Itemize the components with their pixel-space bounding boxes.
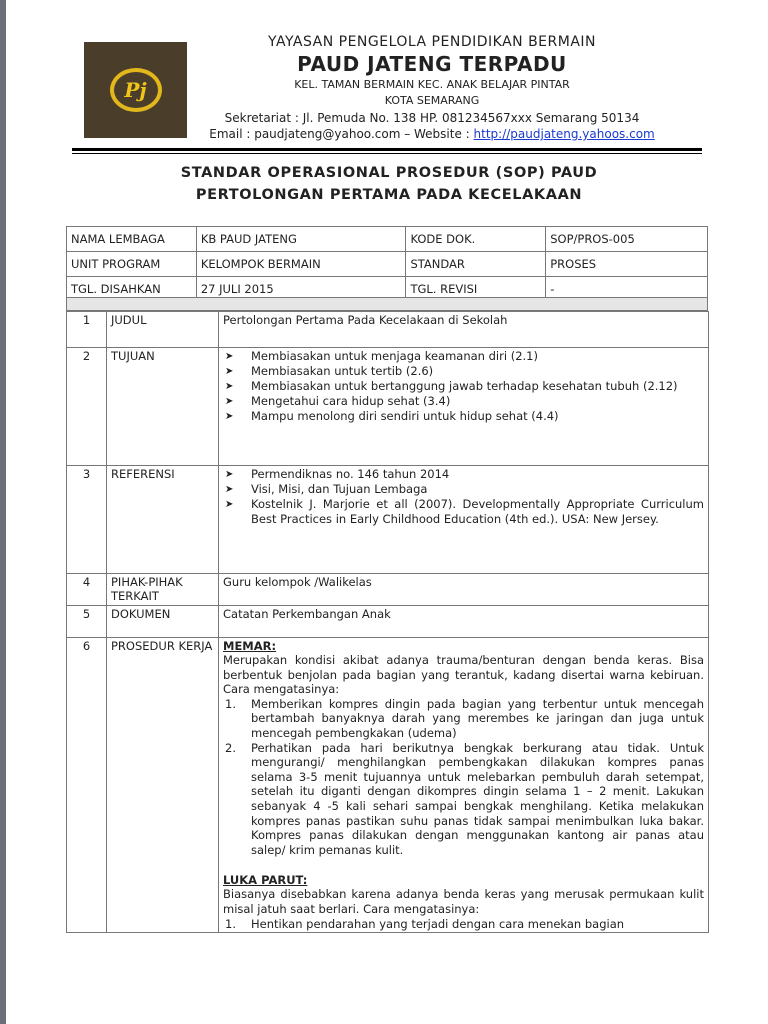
meta-value: - bbox=[546, 277, 708, 302]
meta-label: TGL. REVISI bbox=[406, 277, 546, 302]
meta-label: TGL. DISAHKAN bbox=[67, 277, 197, 302]
letterhead-rule-thin bbox=[72, 153, 702, 154]
row-content: Catatan Perkembangan Anak bbox=[219, 606, 709, 638]
document-title-line2: PERTOLONGAN PERTAMA PADA KECELAKAAN bbox=[195, 187, 583, 203]
list-item bbox=[223, 697, 704, 741]
meta-value: PROSES bbox=[546, 252, 708, 277]
section-heading-memar: MEMAR: bbox=[223, 639, 277, 653]
step-text: Memberikan kompres dingin pada bagian yang terbentur untuk mencegah bertambah banyaknya darah yang merembes ke jaringan dan juga untuk mencegah pembengkakan (udema) bbox=[251, 696, 704, 740]
row-content bbox=[219, 348, 709, 466]
row-number: 5 bbox=[67, 606, 107, 638]
logo-emblem bbox=[110, 68, 162, 112]
window-left-border bbox=[0, 0, 6, 1024]
meta-value: SOP/PROS-005 bbox=[546, 227, 708, 252]
row-label: DOKUMEN bbox=[107, 606, 219, 638]
row-content bbox=[219, 466, 709, 574]
meta-value: 27 JULI 2015 bbox=[196, 277, 406, 302]
row-label: PROSEDUR KERJA bbox=[107, 638, 219, 933]
list-item: ➤ Membiasakan untuk bertanggung jawab terhadap kesehatan tubuh (2.12) bbox=[223, 379, 704, 394]
row-content: Guru kelompok /Walikelas bbox=[219, 574, 709, 606]
tujuan-list bbox=[223, 349, 704, 424]
referensi-list bbox=[223, 467, 704, 527]
row-label: TUJUAN bbox=[107, 348, 219, 466]
step-number: 2. bbox=[225, 740, 236, 755]
list-item: ➤ Mampu menolong diri sendiri untuk hidup sehat (4.4) bbox=[223, 409, 704, 424]
step-number: 1. bbox=[225, 696, 236, 711]
meta-label: KODE DOK. bbox=[406, 227, 546, 252]
list-item bbox=[223, 917, 704, 932]
table-row bbox=[67, 606, 709, 638]
row-label: REFERENSI bbox=[107, 466, 219, 574]
row-label: PIHAK-PIHAK TERKAIT bbox=[107, 574, 219, 606]
row-content: Pertolongan Pertama Pada Kecelakaan di Sekolah bbox=[219, 312, 709, 348]
table-row bbox=[67, 638, 709, 933]
row-number: 6 bbox=[67, 638, 107, 933]
shaded-separator-row bbox=[66, 297, 708, 311]
list-item: ➤ Membiasakan untuk menjaga keamanan diri (2.1) bbox=[223, 349, 704, 364]
meta-value: KB PAUD JATENG bbox=[196, 227, 406, 252]
row-label: JUDUL bbox=[107, 312, 219, 348]
document-title-line1: STANDAR OPERASIONAL PROSEDUR (SOP) PAUD bbox=[180, 165, 598, 181]
step-text: Perhatikan pada hari berikutnya bengkak berkurang atau tidak. Untuk mengurangi/ menghilangkan pembengkakan dilakukan kompres panas selama 3-5 menit tujuannya untuk melebarkan pembuluh darah setempat, setelah itu diganti dengan dikompres dingin selama 1 – 2 menit. Lakukan sebanyak 4 -5 kali sehari sampai bengkak menghilang. Ketika melakukan kompres panas pastikan suhu panas tidak sampai menimbulkan luka bakar. Kompres panas dilakukan dengan menggunakan kantong air panas atau salep/ krim pemanas kulit. bbox=[251, 740, 704, 857]
contact-line bbox=[182, 127, 682, 141]
meta-label: NAMA LEMBAGA bbox=[67, 227, 197, 252]
table-row bbox=[67, 574, 709, 606]
table-row bbox=[67, 227, 708, 252]
table-row bbox=[67, 348, 709, 466]
document-meta-table bbox=[66, 226, 708, 302]
list-item: ➤ Kostelnik J. Marjorie et all (2007). Developmentally Appropriate Curriculum Best Practices in Early Childhood Education (4th ed.). USA: New Jersey. bbox=[223, 497, 704, 527]
sop-table bbox=[66, 311, 709, 933]
email-text: Email : paudjateng@yahoo.com – Website : bbox=[209, 127, 474, 141]
row-number: 2 bbox=[67, 348, 107, 466]
secretariat-address: Sekretariat : Jl. Pemuda No. 138 HP. 081234567xxx Semarang 50134 bbox=[224, 111, 640, 125]
luka-steps bbox=[223, 917, 704, 932]
memar-intro: Merupakan kondisi akibat adanya trauma/benturan dengan benda keras. Bisa berbentuk benjolan pada bagian yang terantuk, kadang disertai warna kebiruan. Cara mengatasinya: bbox=[223, 653, 704, 697]
memar-steps bbox=[223, 697, 704, 858]
list-item: ➤ Mengetahui cara hidup sehat (3.4) bbox=[223, 394, 704, 409]
row-number: 1 bbox=[67, 312, 107, 348]
letterhead-rule-thick bbox=[72, 148, 702, 151]
list-item: ➤ Visi, Misi, dan Tujuan Lembaga bbox=[223, 482, 704, 497]
school-name: PAUD JATENG TERPADU bbox=[297, 52, 567, 76]
step-number: 1. bbox=[225, 916, 236, 931]
school-district: KEL. TAMAN BERMAIN KEC. ANAK BELAJAR PINTAR bbox=[294, 78, 570, 91]
logo-text: Pj bbox=[124, 78, 147, 102]
row-number: 3 bbox=[67, 466, 107, 574]
table-row bbox=[67, 312, 709, 348]
row-number: 4 bbox=[67, 574, 107, 606]
website-link[interactable]: http://paudjateng.yahoos.com bbox=[473, 127, 655, 141]
table-row bbox=[67, 252, 708, 277]
list-item: ➤ Membiasakan untuk tertib (2.6) bbox=[223, 364, 704, 379]
foundation-name: YAYASAN PENGELOLA PENDIDIKAN BERMAIN bbox=[267, 34, 597, 50]
table-row bbox=[67, 466, 709, 574]
meta-label: STANDAR bbox=[406, 252, 546, 277]
school-city: KOTA SEMARANG bbox=[384, 94, 480, 107]
school-logo bbox=[84, 42, 187, 138]
document-page bbox=[62, 22, 716, 1024]
luka-intro: Biasanya disebabkan karena adanya benda keras yang merusak permukaan kulit misal jatuh saat berlari. Cara mengatasinya: bbox=[223, 887, 704, 916]
list-item: ➤ Permendiknas no. 146 tahun 2014 bbox=[223, 467, 704, 482]
meta-label: UNIT PROGRAM bbox=[67, 252, 197, 277]
list-item bbox=[223, 741, 704, 858]
step-text: Hentikan pendarahan yang terjadi dengan cara menekan bagian bbox=[251, 916, 625, 931]
row-content bbox=[219, 638, 709, 933]
section-heading-luka-parut: LUKA PARUT: bbox=[223, 873, 308, 888]
meta-value: KELOMPOK BERMAIN bbox=[196, 252, 406, 277]
